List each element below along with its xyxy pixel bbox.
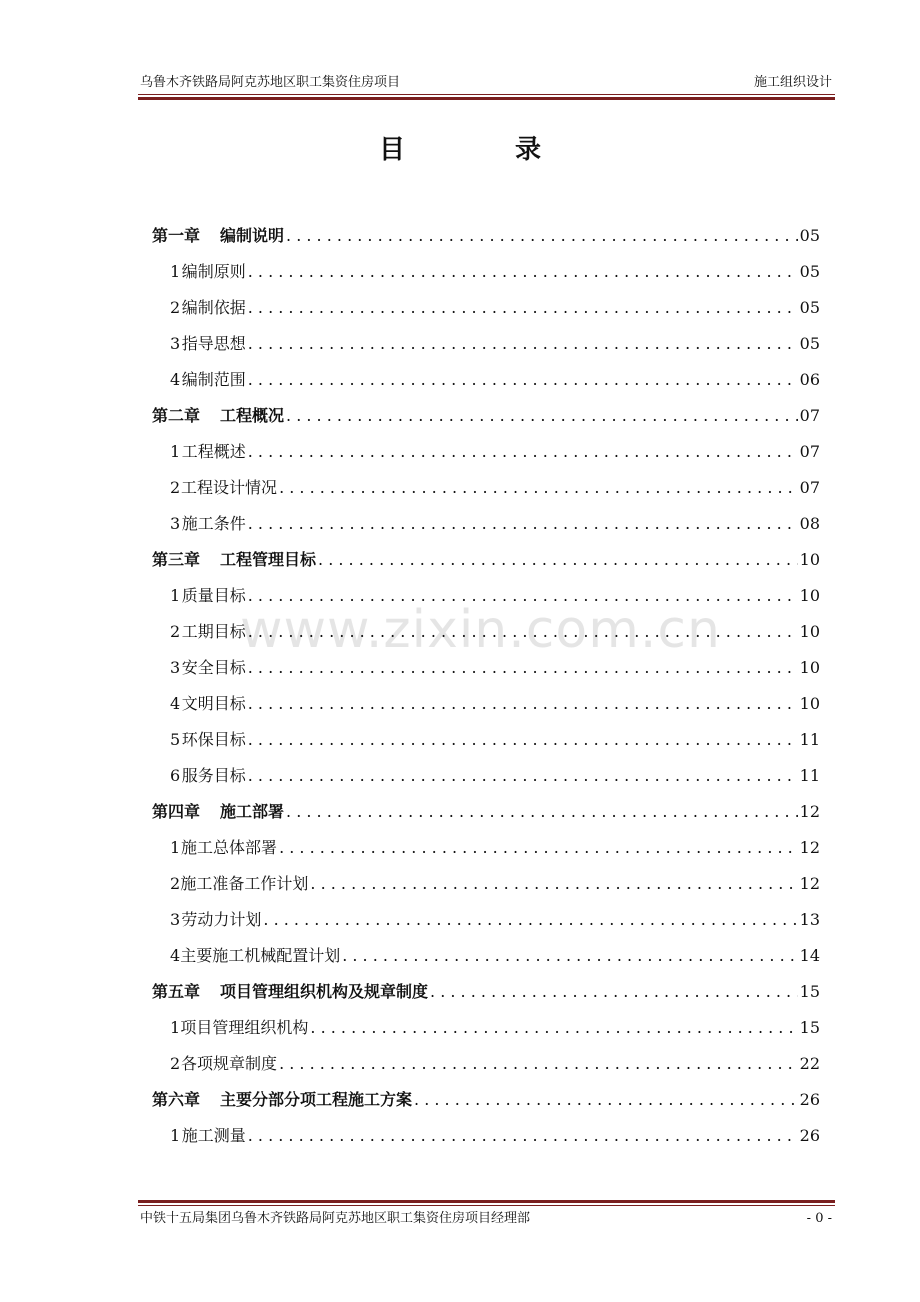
toc-entry-page: 14 <box>799 946 820 965</box>
toc-entry-title: 编制范围 <box>181 370 246 389</box>
toc-entry-number: 1 <box>170 1126 181 1145</box>
toc-dot-leader <box>279 470 798 506</box>
toc-entry-number: 第四章 <box>152 802 201 821</box>
toc-section-entry[interactable] <box>152 722 820 758</box>
toc-entry-number: 第六章 <box>152 1090 201 1109</box>
toc-entry-title: 安全目标 <box>181 658 246 677</box>
header-rule-thin <box>138 94 835 95</box>
toc-entry-number: 2 <box>170 298 181 317</box>
toc-entry-number: 2 <box>170 1054 181 1073</box>
toc-entry-title: 劳动力计划 <box>181 910 262 929</box>
toc-entry-number: 2 <box>170 874 181 893</box>
footer-rule-thick <box>138 1200 835 1203</box>
toc-entry-number: 3 <box>170 514 181 533</box>
toc-section-entry[interactable] <box>152 938 820 974</box>
toc-entry-page: 10 <box>799 622 820 641</box>
toc-entry-number: 3 <box>170 658 181 677</box>
toc-dot-leader <box>286 218 798 254</box>
page-footer <box>140 1210 834 1228</box>
toc-entry-title: 服务目标 <box>181 766 246 785</box>
toc-entry-page: 11 <box>799 766 820 785</box>
toc-dot-leader <box>248 1118 798 1154</box>
toc-dot-leader <box>248 290 798 326</box>
toc-entry-title: 主要分部分项工程施工方案 <box>220 1090 413 1109</box>
toc-entry-title: 工程概述 <box>181 442 246 461</box>
toc-section-entry[interactable] <box>152 290 820 326</box>
toc-entry-title: 施工条件 <box>181 514 246 533</box>
toc-section-entry[interactable] <box>152 326 820 362</box>
toc-entry-title: 指导思想 <box>181 334 246 353</box>
header-project-name: 乌鲁木齐铁路局阿克苏地区职工集资住房项目 <box>140 75 401 90</box>
toc-entry-page: 07 <box>799 478 820 497</box>
toc-section-entry[interactable] <box>152 506 820 542</box>
toc-entry-page: 10 <box>799 586 820 605</box>
footer-rule-thin <box>138 1205 835 1206</box>
toc-entry-page: 22 <box>799 1054 820 1073</box>
toc-entry-number: 3 <box>170 334 181 353</box>
toc-dot-leader <box>248 578 798 614</box>
header-rule-thick <box>138 97 835 100</box>
toc-dot-leader <box>310 866 797 902</box>
toc-entry-number: 第二章 <box>152 406 201 425</box>
toc-dot-leader <box>248 686 798 722</box>
toc-dot-leader <box>248 722 798 758</box>
toc-entry-title: 施工总体部署 <box>181 838 278 857</box>
toc-dot-leader <box>342 938 797 974</box>
toc-entry-page: 15 <box>799 1018 820 1037</box>
toc-dot-leader <box>248 650 798 686</box>
toc-entry-title: 工期目标 <box>181 622 246 641</box>
toc-entry-title: 编制说明 <box>220 226 285 245</box>
toc-section-entry[interactable] <box>152 866 820 902</box>
toc-entry-page: 12 <box>799 874 820 893</box>
toc-entry-title: 编制依据 <box>181 298 246 317</box>
toc-entry-page: 11 <box>799 730 820 749</box>
toc-entry-number: 4 <box>170 370 181 389</box>
toc-chapter-entry[interactable] <box>152 218 820 254</box>
toc-dot-leader <box>248 614 798 650</box>
toc-entry-page: 05 <box>799 226 820 245</box>
title-char-2: 录 <box>515 135 542 165</box>
toc-entry-number: 2 <box>170 478 181 497</box>
toc-entry-title: 环保目标 <box>181 730 246 749</box>
toc-entry-number: 4 <box>170 694 181 713</box>
toc-entry-page: 12 <box>799 802 820 821</box>
toc-entry-title: 主要施工机械配置计划 <box>180 946 341 965</box>
toc-dot-leader <box>286 794 798 830</box>
footer-organization: 中铁十五局集团乌鲁木齐铁路局阿克苏地区职工集资住房项目经理部 <box>140 1211 531 1226</box>
toc-entry-page: 13 <box>799 910 820 929</box>
header-document-type: 施工组织设计 <box>753 75 832 90</box>
toc-section-entry[interactable] <box>152 902 820 938</box>
toc-entry-title: 各项规章制度 <box>181 1054 278 1073</box>
toc-dot-leader <box>279 830 798 866</box>
toc-chapter-entry[interactable] <box>152 974 820 1010</box>
toc-dot-leader <box>414 1082 798 1118</box>
page-number: - 0 - <box>806 1211 832 1226</box>
toc-dot-leader <box>248 362 798 398</box>
toc-dot-leader <box>279 1046 798 1082</box>
toc-section-entry[interactable] <box>152 362 820 398</box>
toc-dot-leader <box>248 758 798 794</box>
toc-entry-title: 文明目标 <box>181 694 246 713</box>
toc-entry-number: 6 <box>170 766 181 785</box>
toc-chapter-entry[interactable] <box>152 398 820 434</box>
toc-dot-leader <box>248 326 798 362</box>
toc-entry-page: 10 <box>799 694 820 713</box>
title-char-1: 目 <box>378 135 405 165</box>
toc-entry-title: 编制原则 <box>181 262 246 281</box>
toc-section-entry[interactable] <box>152 578 820 614</box>
toc-section-entry[interactable] <box>152 1118 820 1154</box>
toc-section-entry[interactable] <box>152 650 820 686</box>
toc-entry-page: 26 <box>799 1126 820 1145</box>
toc-chapter-entry[interactable] <box>152 794 820 830</box>
toc-entry-number: 第一章 <box>152 226 201 245</box>
toc-dot-leader <box>286 398 798 434</box>
toc-section-entry[interactable] <box>152 470 820 506</box>
toc-section-entry[interactable] <box>152 614 820 650</box>
toc-entry-number: 第五章 <box>152 982 201 1001</box>
toc-section-entry[interactable] <box>152 1046 820 1082</box>
toc-dot-leader <box>248 434 798 470</box>
page-title <box>0 130 920 170</box>
toc-entry-page: 10 <box>799 550 820 569</box>
toc-entry-title: 施工准备工作计划 <box>180 874 309 893</box>
toc-entry-number: 1 <box>170 1018 181 1037</box>
toc-dot-leader <box>248 506 798 542</box>
toc-dot-leader <box>318 542 798 578</box>
toc-entry-title: 施工部署 <box>220 802 285 821</box>
toc-entry-page: 15 <box>799 982 820 1001</box>
toc-dot-leader <box>248 254 798 290</box>
toc-entry-number: 3 <box>170 910 181 929</box>
toc-entry-title: 质量目标 <box>181 586 246 605</box>
toc-entry-page: 08 <box>799 514 820 533</box>
toc-entry-title: 工程概况 <box>220 406 285 425</box>
toc-entry-page: 05 <box>799 334 820 353</box>
toc-section-entry[interactable] <box>152 830 820 866</box>
toc-section-entry[interactable] <box>152 686 820 722</box>
toc-entry-page: 26 <box>799 1090 820 1109</box>
toc-section-entry[interactable] <box>152 254 820 290</box>
toc-section-entry[interactable] <box>152 758 820 794</box>
toc-entry-number: 4 <box>170 946 181 965</box>
toc-dot-leader <box>430 974 798 1010</box>
toc-section-entry[interactable] <box>152 1010 820 1046</box>
toc-entry-page: 06 <box>799 370 820 389</box>
toc-entry-page: 10 <box>799 658 820 677</box>
toc-entry-title: 工程管理目标 <box>220 550 317 569</box>
toc-entry-title: 项目管理组织机构及规章制度 <box>220 982 429 1001</box>
toc-dot-leader <box>310 1010 797 1046</box>
page-header <box>140 74 834 92</box>
toc-entry-title: 施工测量 <box>181 1126 246 1145</box>
toc-entry-number: 1 <box>170 442 181 461</box>
toc-section-entry[interactable] <box>152 434 820 470</box>
toc-entry-page: 12 <box>799 838 820 857</box>
toc-entry-number: 1 <box>170 838 181 857</box>
toc-entry-page: 07 <box>799 406 820 425</box>
toc-entry-number: 5 <box>170 730 181 749</box>
toc-entry-page: 05 <box>799 262 820 281</box>
toc-entry-title: 项目管理组织机构 <box>180 1018 309 1037</box>
toc-entry-number: 第三章 <box>152 550 201 569</box>
toc-dot-leader <box>263 902 797 938</box>
toc-entry-page: 05 <box>799 298 820 317</box>
toc-entry-page: 07 <box>799 442 820 461</box>
table-of-contents <box>152 218 820 1154</box>
toc-entry-number: 1 <box>170 586 181 605</box>
toc-entry-title: 工程设计情况 <box>181 478 278 497</box>
toc-chapter-entry[interactable] <box>152 1082 820 1118</box>
toc-entry-number: 1 <box>170 262 181 281</box>
toc-entry-number: 2 <box>170 622 181 641</box>
watermark: www.zixin.com.cn <box>240 600 721 660</box>
toc-chapter-entry[interactable] <box>152 542 820 578</box>
